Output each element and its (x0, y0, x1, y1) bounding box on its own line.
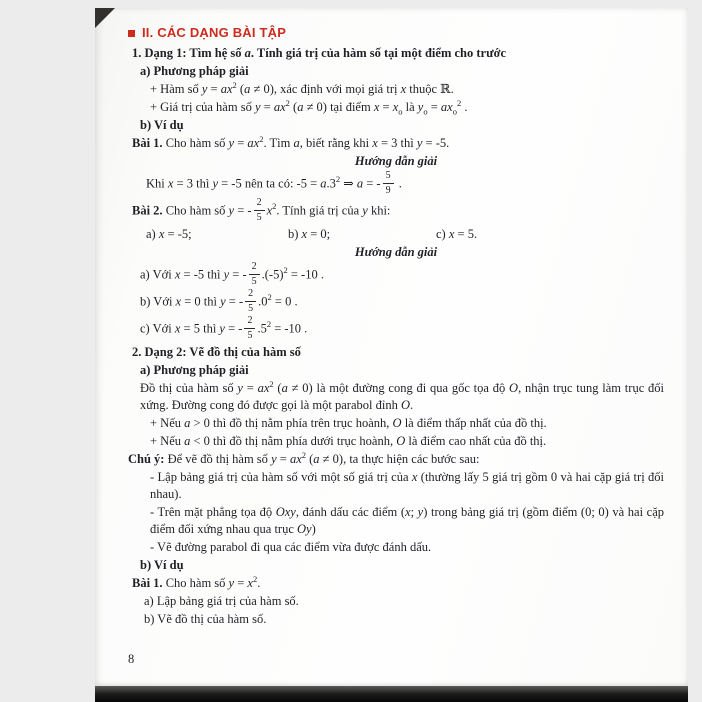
text-run: khi: (367, 203, 391, 218)
text-run: y (417, 505, 424, 519)
page-number: 8 (128, 652, 135, 666)
option-item (436, 226, 477, 243)
text-run: . (395, 176, 402, 191)
method-heading-2 (128, 362, 664, 379)
step-3 (128, 539, 664, 556)
text-run: x (392, 100, 399, 114)
text-run: , biết rằng khi (299, 136, 373, 150)
text-run: y (417, 100, 424, 114)
text-run: ax (247, 136, 260, 150)
text-run: ≠ 0) tại điểm (303, 100, 374, 114)
bottom-shadow-band (95, 686, 688, 702)
text-run: c) (436, 227, 449, 241)
text-run: y (237, 381, 243, 395)
text-run: Bài 1. (132, 576, 163, 590)
fraction-denominator: 5 (247, 330, 253, 341)
text-run: Oxy (275, 505, 296, 519)
text-run: , nhận trục tung làm trục đối xứng. Đường cong đó được gọi là một parabol đỉnh (140, 381, 664, 412)
text-run: y (212, 176, 218, 191)
solution-2c-line (128, 317, 664, 342)
text-run: x (448, 227, 455, 241)
text-run: = - (363, 176, 381, 191)
text-run: y (362, 203, 368, 218)
text-run: ) trong bảng giá trị (gồm điểm (0; 0) và hai cặp điểm đối xứng nhau qua trục (150, 505, 664, 536)
text-run: = -10 . (271, 321, 308, 336)
text-run: a (293, 136, 300, 150)
text-run: b) (288, 227, 302, 241)
fraction-numerator: 2 (244, 316, 255, 329)
text-run: = (427, 100, 441, 114)
text-run: a) (146, 227, 159, 241)
example-heading-2 (128, 557, 664, 574)
superscript: 2 (285, 97, 290, 108)
text-run: a) Phương pháp giải (140, 64, 249, 78)
text-run: .3 (326, 176, 336, 191)
task-b-line (128, 611, 664, 628)
text-run: ≠ 0), xác định với mọi giá trị (250, 82, 401, 96)
text-run: ( (273, 381, 282, 395)
superscript: 2 (301, 449, 306, 460)
text-run: .5 (257, 321, 267, 336)
text-run: ) (311, 522, 316, 536)
text-run: Cho hàm số (162, 136, 229, 150)
text-run: + Hàm số (150, 82, 202, 96)
superscript: 2 (267, 292, 272, 303)
fraction-denominator: 5 (248, 303, 254, 314)
text-run: Hướng dẫn giải (354, 245, 438, 259)
text-run: b) Ví dụ (140, 558, 184, 572)
superscript: 2 (266, 319, 272, 330)
task-a-line (128, 593, 664, 610)
text-run: Cho hàm số (162, 203, 229, 218)
text-run: a) Với (140, 267, 175, 282)
text-run: 2. Dạng 2: Vẽ đồ thị của hàm số (132, 345, 301, 359)
text-run: x (411, 470, 418, 484)
superscript: 2 (272, 201, 277, 212)
case-a-negative (128, 433, 664, 450)
solution-heading-2 (128, 244, 664, 261)
text-run: , đánh dấu các điểm ( (295, 505, 406, 519)
text-run: > 0 thì đồ thị nằm phía trên trục hoành, (190, 416, 393, 430)
superscript: 2 (269, 378, 274, 389)
text-run: .(-5) (261, 267, 284, 282)
text-run: a (297, 100, 304, 114)
text-run: y (228, 136, 235, 150)
text-run: = (234, 136, 248, 150)
text-run: y (201, 82, 208, 96)
text-run: + Giá trị của hàm số (150, 100, 255, 114)
text-run: thuộc ℝ. (406, 82, 454, 96)
subscript: o (452, 106, 457, 117)
text-run: x (175, 294, 182, 309)
text-run: ( (289, 100, 298, 114)
superscript: 2 (283, 265, 288, 276)
superscript: 2 (252, 573, 258, 584)
superscript: 2 (335, 174, 341, 185)
red-square-bullet-icon (128, 30, 135, 37)
text-run: - Vẽ đường parabol đi qua các điểm vừa được đánh dấu. (150, 540, 432, 554)
superscript: 2 (259, 133, 264, 144)
exercise-1-line (128, 135, 664, 152)
text-run: x (247, 576, 253, 590)
solution-heading (128, 153, 664, 170)
exercise-d2-line (128, 575, 664, 592)
text-run: a (184, 416, 191, 430)
text-run: x (174, 267, 181, 282)
text-run: ; (410, 505, 418, 519)
text-run: = -5 thì (180, 267, 224, 282)
text-run: ( (236, 82, 245, 96)
text-run: x (167, 176, 174, 191)
text-run: ax (289, 452, 302, 466)
option-item (146, 226, 288, 243)
method-line-domain (128, 81, 664, 98)
text-run: = (260, 100, 274, 114)
text-run: = -5 nên ta có: -5 = (218, 176, 321, 191)
text-run: 1. Dạng 1: Tìm hệ số (132, 46, 245, 60)
text-run: Cho hàm số (162, 576, 229, 590)
text-run: ⇒ (340, 176, 357, 191)
text-run: = (234, 576, 248, 590)
text-run: b) Với (140, 294, 176, 309)
step-1 (128, 469, 664, 503)
example-heading (128, 117, 664, 134)
text-run: = (242, 381, 258, 395)
subscript: o (423, 106, 428, 117)
text-run: b) Vẽ đồ thị của hàm số. (144, 612, 267, 626)
text-run: . Tìm (263, 136, 294, 150)
text-run: ( (306, 452, 314, 466)
superscript: 2 (456, 97, 462, 108)
text-run: ax (257, 381, 270, 395)
fraction-denominator: 5 (256, 212, 262, 223)
text-run: O (400, 398, 410, 412)
text-run: = - (229, 267, 247, 282)
case-a-positive (128, 415, 664, 432)
text-run: = (276, 452, 290, 466)
text-run: b) Ví dụ (140, 118, 184, 132)
fraction-denominator: 9 (385, 185, 391, 196)
text-run: < 0 thì đồ thị nằm phía dưới trục hoành, (190, 434, 397, 448)
superscript: 2 (232, 79, 237, 90)
text-run: = -5; (164, 227, 192, 241)
text-run: - Lập bảng giá trị của hàm số với một số giá trị của (150, 470, 412, 484)
fraction-numerator: 2 (245, 289, 256, 302)
text-run: (thường lấy 5 giá trị gồm 0 và hai cặp giá trị đối nhau). (150, 470, 664, 501)
text-run: ax (440, 100, 453, 114)
fraction-numerator: 5 (383, 171, 394, 184)
option-item (288, 226, 436, 243)
text-run: là (402, 100, 418, 114)
text-run: y (254, 100, 261, 114)
text-run: a) Lập bảng giá trị của hàm số. (144, 594, 299, 608)
section-heading (128, 24, 664, 41)
text-run: Khi (146, 176, 168, 191)
text-run: O (509, 381, 519, 395)
text-run: Để vẽ đồ thị hàm số (164, 452, 272, 466)
text-run: Oy (297, 522, 312, 536)
dang-2-heading (128, 344, 664, 361)
text-run: y (220, 294, 226, 309)
text-run: . (461, 100, 468, 114)
text-run: = - (225, 294, 244, 309)
text-run: = 3 thì (377, 136, 417, 150)
text-run: Bài 2. (132, 203, 163, 218)
text-run: - Trên mặt phẳng tọa độ (150, 505, 276, 519)
text-run: II. CÁC DẠNG BÀI TẬP (142, 25, 287, 40)
text-run: y (271, 452, 277, 466)
text-run: x (301, 227, 308, 241)
text-run: = (207, 82, 221, 96)
text-run: Đồ thị của hàm số (140, 381, 238, 395)
text-run: ≠ 0) là một đường cong đi qua gốc tọa độ (287, 381, 510, 395)
text-run: = 5 thì (180, 321, 220, 336)
text-run: x (405, 505, 411, 519)
text-run: y (228, 203, 235, 218)
text-run: = 5. (454, 227, 478, 241)
fraction-numerator: 2 (254, 198, 265, 211)
text-run: Hướng dẫn giải (354, 154, 438, 168)
fraction (254, 198, 265, 223)
text-run: a (320, 176, 327, 191)
parabola-paragraph (128, 380, 664, 414)
text-run: = (379, 100, 393, 114)
text-run: a (281, 381, 288, 395)
text-run: . Tính giá trị của (276, 203, 363, 218)
text-run: a (244, 46, 251, 60)
exercise-2-line (128, 199, 664, 224)
fraction (383, 171, 394, 196)
fraction (249, 262, 260, 287)
book-page (95, 8, 688, 686)
text-run: Chú ý: (128, 452, 165, 466)
text-run: . Tính giá trị của hàm số tại một điểm cho trước (250, 46, 507, 60)
text-run: O (392, 416, 402, 430)
text-run: = 0 thì (181, 294, 221, 309)
text-run: = 0 . (271, 294, 298, 309)
text-run: là điểm cao nhất của đồ thị. (405, 434, 547, 448)
text-run: = - (234, 203, 252, 218)
text-run: = -10 . (287, 267, 324, 282)
text-run: . (257, 576, 261, 590)
fraction (244, 316, 255, 341)
subscript: o (398, 106, 403, 117)
note-line (128, 451, 664, 468)
page-content (128, 24, 664, 652)
method-heading (128, 63, 664, 80)
options-row (128, 226, 664, 243)
text-run: = -5. (422, 136, 450, 150)
text-run: a (184, 434, 191, 448)
text-run: y (223, 267, 230, 282)
text-run: + Nếu (150, 416, 185, 430)
solution-1-line (128, 172, 664, 197)
text-run: x (373, 100, 380, 114)
text-run: y (416, 136, 423, 150)
text-run: = 3 thì (173, 176, 213, 191)
text-run: = 0; (307, 227, 331, 241)
solution-2b-line (128, 290, 664, 315)
text-run: a (356, 176, 364, 191)
text-run: x (400, 82, 407, 96)
method-line-value (128, 99, 664, 116)
text-run: x (266, 203, 273, 218)
text-run: . (409, 398, 414, 412)
text-run: .0 (258, 294, 268, 309)
step-2 (128, 504, 664, 538)
text-run: a) Phương pháp giải (140, 363, 249, 377)
text-run: x (372, 136, 378, 150)
fraction-numerator: 2 (249, 262, 260, 275)
fraction-denominator: 5 (251, 276, 257, 287)
page-corner-shadow (95, 8, 115, 28)
text-run: a (244, 82, 251, 96)
text-run: y (219, 321, 225, 336)
text-run: ax (273, 100, 286, 114)
text-run: O (396, 434, 406, 448)
text-run: ax (220, 82, 233, 96)
text-run: ≠ 0), ta thực hiện các bước sau: (319, 452, 480, 466)
dang-1-heading (128, 45, 664, 62)
text-run: c) Với (140, 321, 175, 336)
text-run: x (174, 321, 181, 336)
fraction (245, 289, 256, 314)
text-run: y (228, 576, 235, 590)
text-run: là điểm thấp nhất của đồ thị. (401, 416, 547, 430)
text-run: Bài 1. (132, 136, 163, 150)
text-run: x (158, 227, 165, 241)
text-run: + Nếu (150, 434, 185, 448)
text-run: = - (224, 321, 243, 336)
text-run: a (313, 452, 320, 466)
solution-2a-line (128, 263, 664, 288)
